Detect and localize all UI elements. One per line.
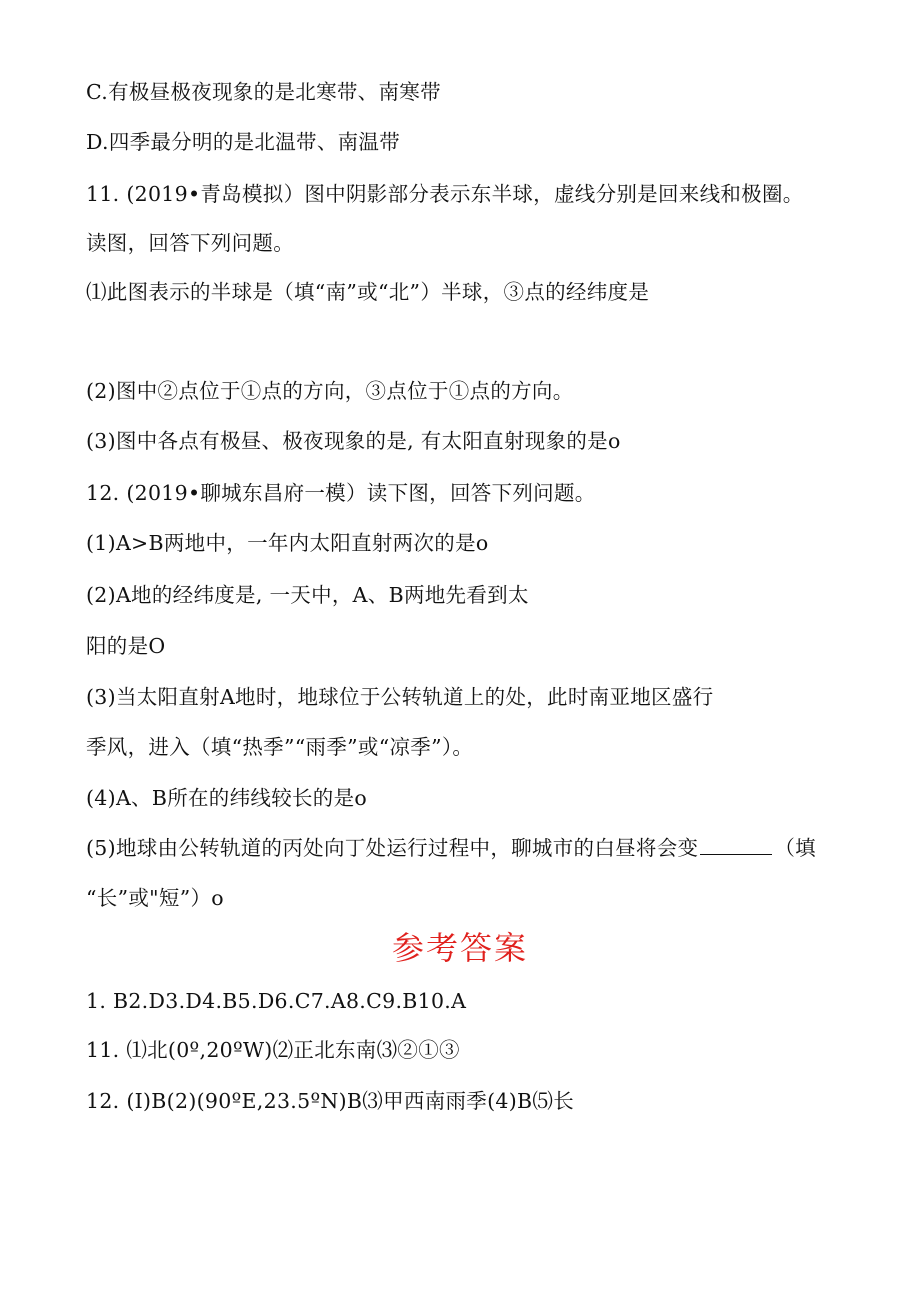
answer-11: 11. ⑴北(0º,20ºW)⑵正北东南⑶②①③ [86,1038,460,1062]
question-11-part-3: (3)图中各点有极昼、极夜现象的是, 有太阳直射现象的是o [86,429,621,453]
option-d: D.四季最分明的是北温带、南温带 [86,130,401,154]
question-12-stem: 12. (2019•聊城东昌府一模）读下图，回答下列问题。 [86,481,596,505]
question-12-part-4: (4)A、B所在的纬线较长的是o [86,786,368,810]
answer-key-title: 参考答案 [391,929,528,967]
question-12-part-2: (2)A地的经纬度是, 一天中，A、B两地先看到太 [86,583,529,607]
question-11-part-2: (2)图中②点位于①点的方向，③点位于①点的方向。 [86,379,574,403]
question-12-part-3: (3)当太阳直射A地时，地球位于公转轨道上的处，此时南亚地区盛行 [86,685,714,709]
question-12-part-1: (1)A>B两地中，一年内太阳直射两次的是o [86,531,489,555]
question-12-part-5-fill: （填 [774,836,816,860]
question-11-stem: 11. (2019•青岛模拟）图中阴影部分表示东半球，虚线分别是回来线和极圈。 [86,182,804,206]
question-11-stem-cont: 读图，回答下列问题。 [86,231,294,255]
option-c: C.有极昼极夜现象的是北寒带、南寒带 [86,80,441,104]
question-12-part-5 [86,835,816,861]
question-12-part-3-cont: 季风，进入（填“热季”“雨季”或“凉季”）。 [86,735,474,759]
answer-blank[interactable] [700,836,772,855]
answer-1-10: 1. B2.D3.D4.B5.D6.C7.A8.C9.B10.A [86,989,467,1013]
question-12-part-5-text: (5)地球由公转轨道的丙处向丁处运行过程中，聊城市的白昼将会变 [86,836,699,860]
answer-12: 12. (I)B(2)(90ºE,23.5ºN)B⑶甲西南雨季(4)B⑸长 [86,1089,575,1113]
question-12-part-2-cont: 阳的是O [86,634,166,658]
question-11-part-1: ⑴此图表示的半球是（填“南”或“北”）半球，③点的经纬度是 [86,280,650,304]
question-12-part-5-cont: “长”或"短”）o [86,886,224,910]
